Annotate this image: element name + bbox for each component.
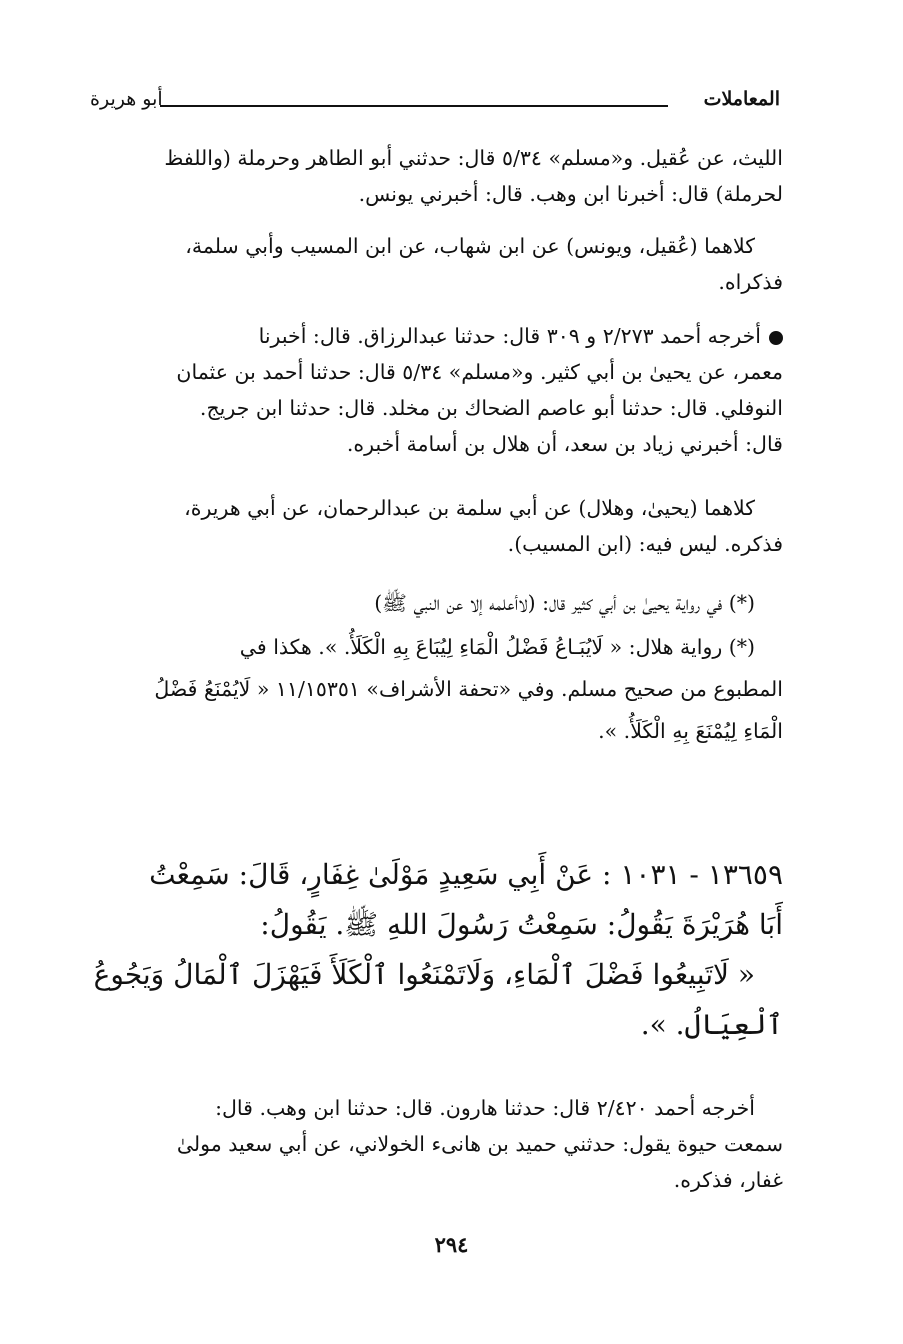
continuation-paragraph — [93, 140, 783, 212]
text-line: فذكره. ليس فيه: (ابن المسيب). — [507, 532, 783, 556]
takhrij-paragraph — [93, 318, 783, 462]
takhrij-paragraph-2 — [93, 1090, 783, 1198]
text-line: الليث، عن عُقيل. و«مسلم» ٥/٣٤ قال: حدثني أبو الطاهر وحرملة (واللفظ — [164, 146, 783, 170]
text-line: معمر، عن يحيىٰ بن أبي كثير. و«مسلم» ٥/٣٤ قال: حدثنا أحمد بن عثمان — [176, 360, 783, 384]
bullet-icon — [769, 331, 783, 345]
text-line: لحرملة) قال: أخبرنا ابن وهب. قال: أخبرني يونس. — [358, 182, 783, 206]
text-line: كلاهما (يحيىٰ، وهلال) عن أبي سلمة بن عبدالرحمان، عن أبي هريرة، — [184, 496, 755, 520]
text-line: المطبوع من صحيح مسلم. وفي «تحفة الأشراف» ١١/١٥٣٥١ « لَايُمْنَعُ فَضْلُ — [154, 677, 783, 701]
text-line: قال: أخبرني زياد بن سعد، أن هلال بن أسامة أخبره. — [346, 432, 783, 456]
text-line: كلاهما (عُقيل، ويونس) عن ابن شهاب، عن ابن المسيب وأبي سلمة، — [185, 234, 755, 258]
text-line: (*) رواية هلال: « لَايُبَـاعُ فَضْلُ الْمَاءِ لِيُبَاعَ بِهِ الْكَلَأُ. ». هكذا في — [239, 635, 755, 659]
text-line: فذكراه. — [718, 270, 783, 294]
text-line: (*) في رواية يحيىٰ بن أبي كثير قال: (لاأعلمه إلا عن النبي ﷺ) — [374, 591, 755, 615]
hadith-text — [93, 850, 783, 1050]
running-header — [90, 88, 780, 118]
page-number: ٢٩٤ — [434, 1232, 469, 1257]
narrator-title: أبو هريرة — [90, 88, 163, 110]
text-span: أخرجه أحمد ٢/٢٧٣ و ٣٠٩ قال: حدثنا عبدالرزاق. قال: أخبرنا — [258, 324, 761, 348]
text-line: الْمَاءِ لِيُمْنَعَ بِهِ الْكَلَأُ. ». — [598, 719, 783, 743]
summary-paragraph — [93, 228, 783, 300]
hadith-line: « لَاتَبِيعُوا فَضْلَ ٱلْمَاءِ، وَلَاتَمْنَعُوا ٱلْكَلَأَ فَيَهْزَلَ ٱلْمَالُ وَيَجُوعُ — [93, 958, 755, 991]
hadith-line: ٱلْعِيَالُ. ». — [640, 1008, 783, 1041]
text-line: سمعت حيوة يقول: حدثني حميد بن هانىء الخولاني، عن أبي سعيد مولىٰ — [176, 1132, 783, 1156]
footnote-2 — [93, 626, 783, 752]
footnote-1 — [93, 585, 783, 621]
text-line: النوفلي. قال: حدثنا أبو عاصم الضحاك بن مخلد. قال: حدثنا ابن جريج. — [199, 396, 783, 420]
header-rule — [160, 105, 668, 107]
hadith-line: أَبَا هُرَيْرَةَ يَقُولُ: سَمِعْتُ رَسُولَ اللهِ ﷺ. يَقُولُ: — [260, 908, 783, 941]
chapter-title: المعاملات — [703, 88, 780, 110]
text-line: غفار، فذكره. — [673, 1168, 783, 1192]
summary-paragraph-2 — [93, 490, 783, 562]
text-line: أخرجه أحمد ٢/٤٢٠ قال: حدثنا هارون. قال: حدثنا ابن وهب. قال: — [215, 1096, 755, 1120]
hadith-line: ١٣٦٥٩ - ١٠٣١ : عَنْ أَبِي سَعِيدٍ مَوْلَىٰ غِفَارٍ، قَالَ: سَمِعْتُ — [149, 858, 783, 891]
text-line — [93, 318, 783, 354]
